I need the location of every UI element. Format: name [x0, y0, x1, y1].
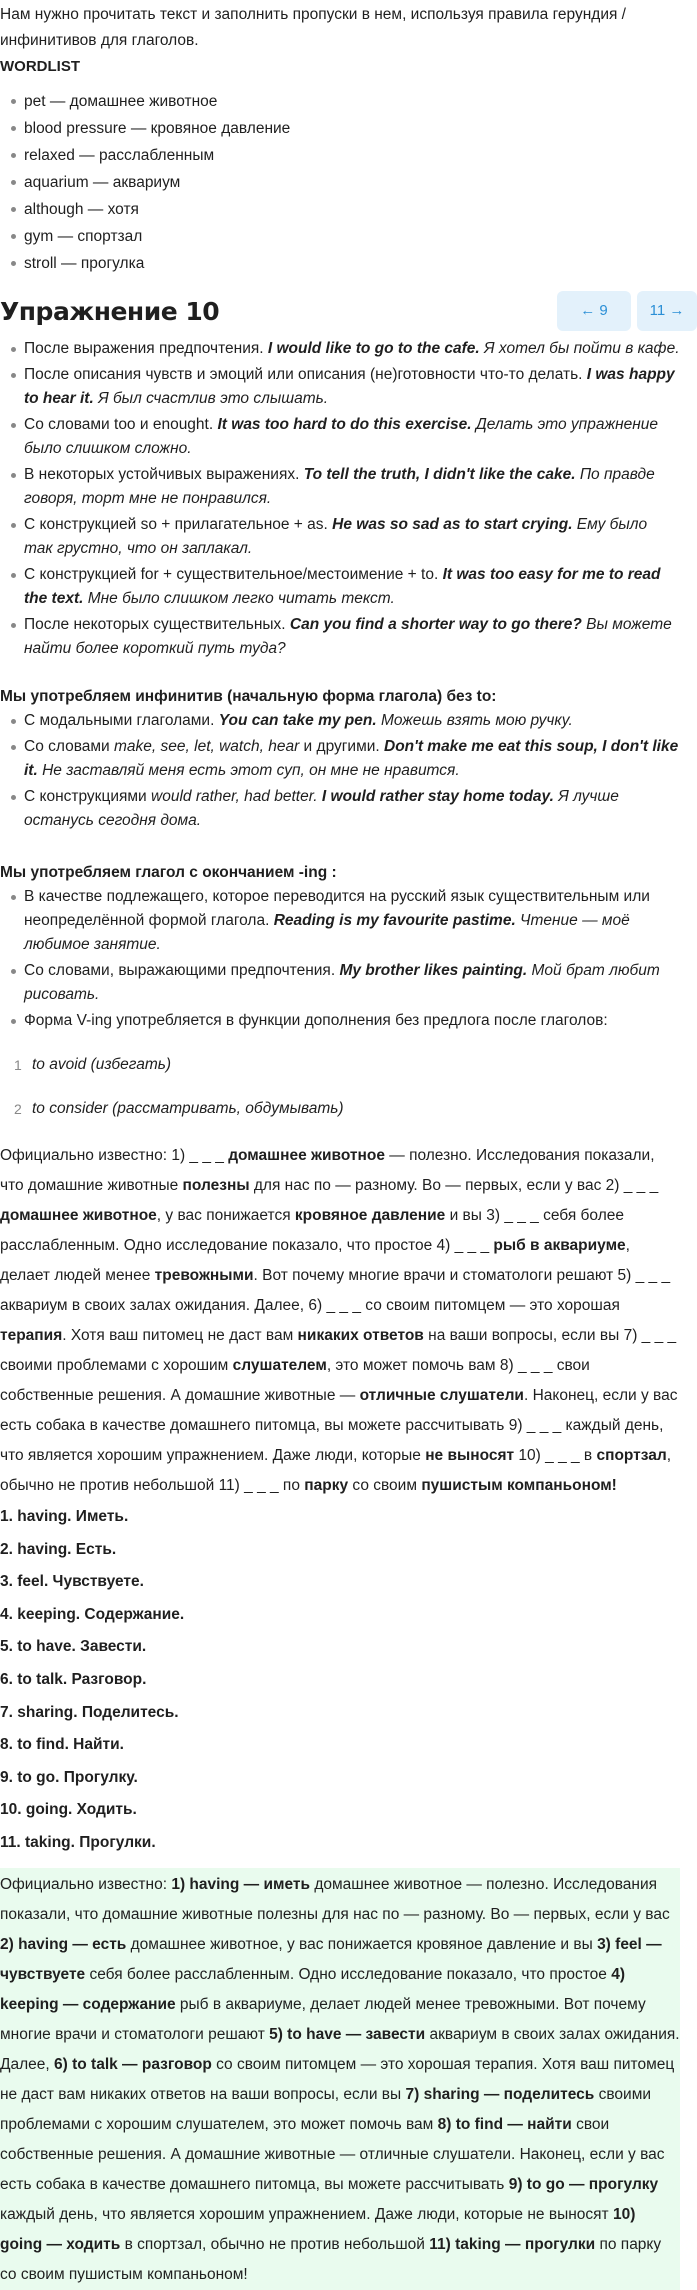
passage-segment: парку: [304, 1477, 349, 1494]
solution-segment: 4) keeping — содержание: [0, 1965, 625, 2013]
exercise-passage: [0, 1141, 680, 1501]
answer-item: 8. to find. Найти.: [0, 1736, 124, 1754]
passage-segment: домашнее животное: [0, 1207, 157, 1224]
rule-item: [0, 413, 680, 461]
rule-text: В качестве подлежащего, которое переводится на русский язык существительным или неопределённой формой глагола.: [24, 888, 650, 929]
wordlist-item: relaxed — расслабленным: [0, 142, 680, 169]
answer-item: 9. to go. Прогулку.: [0, 1768, 138, 1786]
rule-translation: Не заставляй меня есть этот суп, он мне не нравится.: [37, 762, 460, 779]
passage-segment: спортзал: [596, 1447, 667, 1464]
exercise-title: Упражнение 10: [0, 297, 220, 326]
rule-translation: Мой брат любит рисовать.: [24, 962, 660, 1003]
solution-segment: рыб в аквариуме, делает людей менее тревожными. Вот почему многие врачи и стоматологи решают: [0, 1995, 646, 2043]
rule-example: You can take my pen.: [218, 712, 377, 729]
answer-item: 6. to talk. Разговор.: [0, 1670, 147, 1688]
passage-segment: не выносят: [425, 1447, 515, 1464]
next-exercise-button[interactable]: 11 →: [637, 291, 697, 331]
passage-segment: терапия: [0, 1327, 63, 1344]
passage-segment: . Хотя ваш питомец не даст вам: [62, 1327, 298, 1344]
rule-item: [0, 959, 680, 1007]
solution-block: [0, 1868, 680, 2290]
verbs-list: [0, 1053, 680, 1121]
rule-text: После выражения предпочтения.: [24, 340, 268, 357]
rule-item: [0, 463, 680, 511]
rule-text: С конструкцией so + прилагательное + as.: [24, 516, 333, 533]
answer-item: 10. going. Ходить.: [0, 1801, 137, 1819]
passage-segment: — полезно. Исследования показали, что домашние животные: [0, 1147, 655, 1194]
rule-text: После некоторых существительных.: [24, 616, 290, 633]
solution-segment: 7) sharing — поделитесь: [405, 2085, 595, 2103]
passage-segment: никаких ответов: [297, 1327, 424, 1344]
rule-translation: Ему было так грустно, что он заплакал.: [24, 516, 648, 557]
solution-segment: аквариум в своих залах ожидания. Далее,: [0, 2025, 680, 2073]
wordlist-item: although — хотя: [0, 196, 680, 223]
solution-segment: 6) to talk — разговор: [54, 2055, 212, 2073]
rule-text: Форма V-ing употребляется в функции дополнения без предлога после глаголов:: [24, 1012, 608, 1029]
rule-example: It was too hard to do this exercise.: [217, 416, 472, 433]
rule-example: My brother likes painting.: [339, 962, 528, 979]
exercise-header: [0, 291, 685, 337]
passage-segment: со своим: [348, 1477, 422, 1494]
rule-translation: Мне было слишком легко читать текст.: [83, 590, 395, 607]
solution-segment: свои собственные решения. А домашние животные — отличные слушатели. Наконец, если у вас есть собака в качестве домашнего питомца, вы можете рассчитывать: [0, 2115, 665, 2193]
answer-item: 3. feel. Чувствуете.: [0, 1573, 144, 1591]
rule-item: [0, 735, 680, 783]
wordlist-item: gym — спортзал: [0, 223, 680, 250]
passage-segment: полезны: [182, 1177, 250, 1194]
wordlist-item: stroll — прогулка: [0, 250, 680, 277]
passage-segment: Официально известно: 1) _ _ _: [0, 1147, 229, 1164]
rule-translation: Чтение — моё любимое занятие.: [24, 912, 630, 953]
rule-translation: Я хотел бы пойти в кафе.: [479, 340, 680, 357]
passage-segment: отличные слушатели: [359, 1387, 524, 1404]
solution-segment: в спортзал, обычно не против небольшой: [120, 2235, 430, 2253]
rule-example: It was too easy for me to read the text.: [24, 566, 661, 607]
solution-segment: 5) to have — завести: [269, 2025, 426, 2043]
passage-segment: домашнее животное: [228, 1147, 385, 1164]
verb-item: [0, 1053, 680, 1077]
answer-item: 2. having. Есть.: [0, 1540, 117, 1558]
rule-example: To tell the truth, I didn't like the cake.: [303, 466, 576, 483]
passage-segment: на ваши вопросы, если вы 7) _ _ _ своими проблемами с хорошим: [0, 1327, 677, 1374]
rule-text: Со словами, выражающими предпочтения.: [24, 962, 340, 979]
solution-segment: себя более расслабленным. Одно исследование показало, что простое: [85, 1965, 612, 1983]
intro-text: Нам нужно прочитать текст и заполнить пропуски в нем, используя правила герундия / инфинитивов для глаголов.: [0, 6, 626, 49]
rule-example: Don't make me eat this soup, I don't like it.: [24, 738, 679, 779]
passage-segment: . Наконец, если у вас есть собака в качестве домашнего питомца, вы можете рассчитывать 9) _ _ _ каждый день, что является хорошим упражнением. Даже люди, которые: [0, 1387, 678, 1464]
rule-text: Со словами: [24, 738, 115, 755]
prev-exercise-button[interactable]: ← 9: [557, 291, 631, 331]
rule-item: [0, 363, 680, 411]
rule-translation: По правде говоря, торт мне не понравился.: [24, 466, 655, 507]
rule-item: [0, 513, 680, 561]
solution-segment: 3) feel — чувствуете: [0, 1935, 662, 1983]
rule-translation: Можешь взять мою ручку.: [376, 712, 573, 729]
passage-segment: и вы 3) _ _ _ себя более расслабленным. Одно исследование показало, что простое 4) _ _ _: [0, 1207, 624, 1254]
bare-infinitive-list: [0, 709, 680, 833]
passage-segment: кровяное давление: [294, 1207, 446, 1224]
rule-example: I would rather stay home today.: [321, 788, 554, 805]
rule-keywords: would rather, had better.: [151, 788, 318, 805]
solution-segment: 10) going — ходить: [0, 2205, 636, 2253]
solution-segment: 2) having — есть: [0, 1935, 127, 1953]
verb-text: to consider (рассматривать, обдумывать): [32, 1100, 344, 1117]
rule-translation: Делать это упражнение было слишком сложно.: [24, 416, 659, 457]
solution-segment: домашнее животное — полезно. Исследования показали, что домашние животные полезны для нас по — разному. Во — первых, если у вас: [0, 1875, 670, 1923]
passage-segment: пушистым компаньоном!: [421, 1477, 617, 1494]
rule-example: He was so sad as to start crying.: [332, 516, 573, 533]
infinitive-rules-list: [0, 337, 680, 661]
wordlist: [0, 88, 680, 277]
solution-segment: 8) to find — найти: [437, 2115, 572, 2133]
rule-text: После описания чувств и эмоций или описания (не)готовности что-то делать.: [24, 366, 587, 383]
solution-segment: каждый день, что является хорошим упражнением. Даже люди, которые не выносят: [0, 2205, 613, 2223]
passage-segment: для нас по — разному. Во — первых, если у вас 2) _ _ _: [249, 1177, 659, 1194]
rule-item: [0, 563, 680, 611]
solution-segment: домашнее животное, у вас понижается кровяное давление и вы: [126, 1935, 598, 1953]
rule-text: С конструкциями: [24, 788, 152, 805]
rule-item: [0, 1009, 680, 1033]
wordlist-item: aquarium — аквариум: [0, 169, 680, 196]
rule-translation: Вы можете найти более короткий путь туда?: [24, 616, 672, 657]
solution-segment: Официально известно:: [0, 1875, 172, 1893]
rule-item: [0, 613, 680, 661]
wordlist-item: pet — домашнее животное: [0, 88, 680, 115]
rule-example: Can you find a shorter way to go there?: [289, 616, 582, 633]
ing-rules-list: [0, 885, 680, 1033]
solution-segment: со своим питомцем — это хорошая терапия. Хотя ваш питомец не даст вам никаких ответов на ваши вопросы, если вы: [0, 2055, 675, 2103]
verb-item: [0, 1097, 680, 1121]
answer-item: 5. to have. Завести.: [0, 1638, 147, 1656]
rule-text: В некоторых устойчивых выражениях.: [24, 466, 304, 483]
rule-translation: Я был счастлив это слышать.: [93, 390, 329, 407]
passage-segment: 10) _ _ _ в: [514, 1447, 597, 1464]
passage-segment: тревожными: [154, 1267, 254, 1284]
passage-segment: слушателем: [232, 1357, 327, 1374]
answer-item: 7. sharing. Поделитесь.: [0, 1703, 179, 1721]
passage-segment: , обычно не против небольшой 11) _ _ _ по: [0, 1447, 672, 1494]
answer-item: 4. keeping. Содержание.: [0, 1605, 185, 1623]
rule-item: [0, 885, 680, 957]
bare-infinitive-title: Мы употребляем инфинитив (начальную форма глагола) без to:: [0, 688, 497, 705]
wordlist-item: blood pressure — кровяное давление: [0, 115, 680, 142]
ing-title: Мы употребляем глагол с окончанием -ing :: [0, 864, 337, 881]
solution-segment: 9) to go — прогулку: [508, 2175, 659, 2193]
passage-segment: рыб в аквариуме: [493, 1237, 626, 1254]
answer-item: 11. taking. Прогулки.: [0, 1833, 156, 1851]
passage-segment: , это может помочь вам 8) _ _ _ свои собственные решения. А домашние животные —: [0, 1357, 590, 1404]
wordlist-title: WORDLIST: [0, 58, 80, 75]
rule-example: I would like to go to the cafe.: [267, 340, 480, 357]
rule-example: I was happy to hear it.: [24, 366, 675, 407]
rule-keywords: make, see, let, watch, hear: [114, 738, 300, 755]
verb-text: to avoid (избегать): [32, 1056, 172, 1073]
rule-text: Со словами too и enought.: [24, 416, 218, 433]
verb-number: 2: [14, 1101, 22, 1117]
passage-segment: , у вас понижается: [156, 1207, 295, 1224]
answer-item: 1. having. Иметь.: [0, 1508, 129, 1525]
solution-segment: своими проблемами с хорошим слушателем, это может помочь вам: [0, 2085, 652, 2133]
rule-text: С конструкцией for + существительное/местоимение + to.: [24, 566, 443, 583]
rule-item: [0, 709, 680, 733]
passage-segment: . Вот почему многие врачи и стоматологи решают 5) _ _ _ аквариум в своих залах ожидания. Далее, 6) _ _ _ со своим питомцем — это хорошая: [0, 1267, 671, 1314]
solution-segment: по парку со своим пушистым компаньоном!: [0, 2235, 662, 2283]
solution-segment: 1) having — иметь: [171, 1875, 311, 1893]
rule-text: и другими.: [299, 738, 385, 755]
rule-example: Reading is my favourite pastime.: [273, 912, 516, 929]
answers-list: [0, 1501, 680, 1860]
passage-segment: , делает людей менее: [0, 1237, 630, 1284]
rule-item: [0, 337, 680, 361]
rule-text: С модальными глаголами.: [24, 712, 219, 729]
rule-translation: Я лучше останусь сегодня дома.: [24, 788, 619, 829]
rule-item: [0, 785, 680, 833]
verb-number: 1: [14, 1057, 22, 1073]
solution-segment: 11) taking — прогулки: [429, 2235, 596, 2253]
